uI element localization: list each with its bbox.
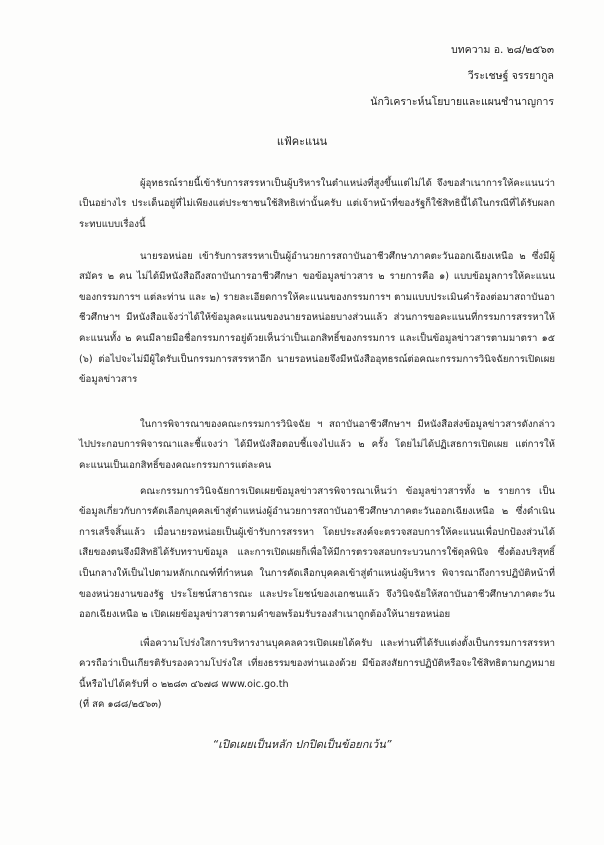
author-position: นักวิเคราะห์นโยบายและแผนชำนาญการ — [370, 96, 554, 108]
author-name: วีระเชษฐ์ จรรยากูล — [467, 70, 554, 82]
paragraph-intro: ผู้อุทธรณ์รายนี้เข้ารับการสรรหาเป็นผู้บริหารในตำแหน่งที่สูงขึ้นแต่ไม่ได้ จึงขอสำเนาการให้คะแนนว่าเป็นอย่างไร ประเด็นอยู่ที่ไม่เพียงแต่ประชาชนใช้สิทธิเท่านั้นครับ แต่เจ้าหน้าที่ของรัฐก็ใช้สิทธินี้ได้ในกรณีที่ได้รับผลกระทบแบบเรื่องนี้ — [79, 177, 555, 230]
paragraph-conclusion: เพื่อความโปร่งใสการบริหารงานบุคคลควรเปิดเผยได้ครับ และท่านที่ได้รับแต่งตั้งเป็นกรรมการสรรหาควรถือว่าเป็นเกียรติรับรองความโปร่งใส เที่ยงธรรมของท่านเองด้วย มีข้อสงสัยการปฏิบัติหรือจะใช้สิทธิตามกฎหมายนี้หรือไปได้ครับที่ ๐ ๒๒๘๓ ๔๖๗๘ www.oic.go.th — [79, 637, 555, 690]
paragraph-case-facts: นายรอหน่อย เข้ารับการสรรหาเป็นผู้อำนวยการสถาบันอาชีวศึกษาภาคตะวันออกเฉียงเหนือ ๒ ซึ่งมีผู้สมัคร ๒ คน ไม่ได้มีหนังสือถึงสถาบันการอาชีวศึกษา ขอข้อมูลข่าวสาร ๒ รายการคือ ๑) แบบข้อมูลการให้คะแนนของกรรมการฯ แต่ละท่าน และ ๒) รายละเอียดการให้คะแนนของกรรมการฯ ตามแบบประเมินคำร้องต่อมาสถาบันอาชีวศึกษาฯ มีหนังสือแจ้งว่าได้ให้ข้อมูลคะแนนของนายรอหน่อยบางส่วนแล้ว ส่วนการขอคะแนนที่กรรมการสรรหาให้คะแนนทั้ง ๒ คนมีลายมือชื่อกรรมการอยู่ด้วยเห็นว่าเป็นเอกสิทธิ์ของกรรมการ และเป็นข้อมูลข่าวสารตามมาตรา ๑๕ (๖) ต่อไปจะไม่มีผู้ใดรับเป็นกรรมการสรรหาอีก นายรอหน่อยจึงมีหนังสืออุทธรณ์ต่อคณะกรรมการวินิจฉัยการเปิดเผยข้อมูลข่าวสาร — [79, 250, 555, 386]
slogan: “เปิดเผยเป็นหลัก ปกปิดเป็นข้อยกเว้น” — [212, 738, 392, 751]
article-number: บทความ อ. ๒๘/๒๕๖๓ — [451, 44, 554, 56]
article-header — [324, 37, 554, 115]
reference-number: (ที่ สค ๑๘๘/๒๕๖๓) — [79, 699, 162, 710]
paragraph-committee-decision: คณะกรรมการวินิจฉัยการเปิดเผยข้อมูลข่าวสารพิจารณาเห็นว่า ข้อมูลข่าวสารทั้ง ๒ รายการ เป็นข้อมูลเกี่ยวกับการคัดเลือกบุคคลเข้าสู่ตำแหน่งผู้อำนวยการสถาบันอาชีวศึกษาภาคตะวันออกเฉียงเหนือ ๒ ซึ่งดำเนินการเสร็จสิ้นแล้ว เมื่อนายรอหน่อยเป็นผู้เข้ารับการสรรหา โดยประสงค์จะตรวจสอบการให้คะแนนเพื่อปกป้องส่วนได้เสียของตนจึงมีสิทธิได้รับทราบข้อมูล และการเปิดเผยก็เพื่อให้มีการตรวจสอบกระบวนการใช้ดุลพินิจ ซึ่งต้องบริสุทธิ์เป็นกลางให้เป็นไปตามหลักเกณฑ์ที่กำหนด ในการคัดเลือกบุคคลเข้าสู่ตำแหน่งผู้บริหาร พิจารณาถึงการปฏิบัติหน้าที่ของหน่วยงานของรัฐ ประโยชน์สาธารณะ และประโยชน์ของเอกชนแล้ว จึงวินิจฉัยให้สถาบันอาชีวศึกษาภาคตะวันออกเฉียงเหนือ ๒ เปิดเผยข้อมูลข่าวสารตามคำขอพร้อมรับรองสำเนาถูกต้องให้นายรอหน่อย — [79, 485, 555, 621]
page-title: แฟ้คะแนน — [276, 135, 328, 148]
paragraph-agency-explanation: ในการพิจารณาของคณะกรรมการวินิจฉัย ฯ สถาบันอาชีวศึกษาฯ มีหนังสือส่งข้อมูลข่าวสารดังกล่าวไปประกอบการพิจารณาและชี้แจงว่า ได้มีหนังสือตอบชี้แจงไปแล้ว ๒ ครั้ง โดยไม่ได้ปฏิเสธการเปิดเผย แต่การให้คะแนนเป็นเอกสิทธิ์ของคณะกรรมการแต่ละคน — [79, 418, 555, 471]
